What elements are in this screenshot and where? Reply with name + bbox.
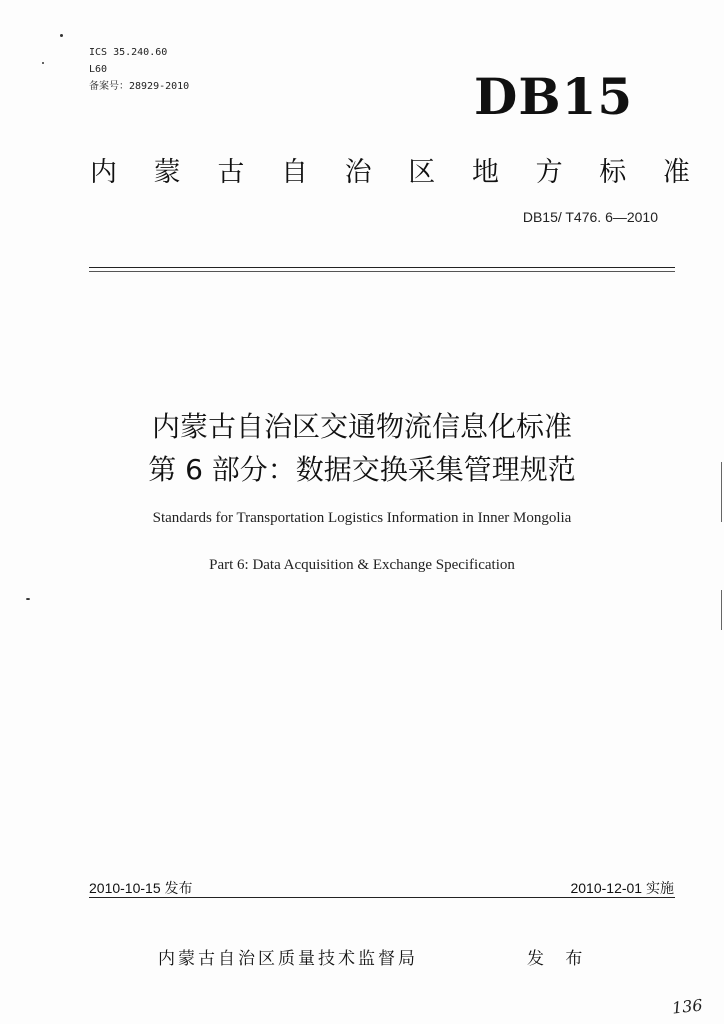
scan-speck [42, 62, 44, 64]
standard-type-char: 区 [408, 157, 436, 188]
standard-type-char: 自 [280, 157, 308, 188]
standard-type-char: 方 [535, 157, 563, 188]
filing-number: 备案号：28929-2010 [89, 81, 190, 92]
scan-speck [26, 598, 30, 600]
standard-type-char: 古 [217, 157, 245, 188]
standard-type-char: 蒙 [153, 157, 181, 188]
scan-edge-mark [721, 590, 722, 630]
classification-block [89, 44, 189, 95]
standard-type-char: 治 [344, 157, 372, 188]
header-divider-thin [89, 271, 675, 272]
standard-type-char: 内 [90, 157, 117, 188]
standard-type-char: 准 [662, 157, 690, 188]
footer-divider [89, 897, 675, 898]
standard-type-char: 标 [599, 157, 627, 188]
standard-type-char: 地 [471, 157, 499, 188]
english-title-line1: Standards for Transportation Logistics Information in Inner Mongolia [152, 510, 572, 526]
issue-date: 2010-10-15 发布 [89, 880, 193, 896]
standard-logo: DB15 [474, 67, 634, 126]
publish-label: 发 布 [527, 949, 591, 969]
ccs-code: L60 [89, 64, 108, 75]
standard-number: DB15/ T476. 6—2010 [522, 209, 658, 225]
scan-speck [60, 34, 63, 37]
header-divider [89, 267, 675, 268]
ics-code: ICS 35.240.60 [89, 47, 168, 58]
implementation-date: 2010-12-01 实施 [570, 880, 674, 896]
standard-type-heading [90, 150, 690, 189]
handwritten-page-mark: 136 [671, 995, 704, 1018]
chinese-title-line2: 第 6 部分：数据交换采集管理规范 [148, 453, 576, 486]
publisher-name: 内蒙古自治区质量技术监督局 [158, 949, 418, 969]
chinese-title-line1: 内蒙古自治区交通物流信息化标准 [151, 410, 572, 443]
english-title-line2: Part 6: Data Acquisition & Exchange Specification [209, 557, 515, 573]
